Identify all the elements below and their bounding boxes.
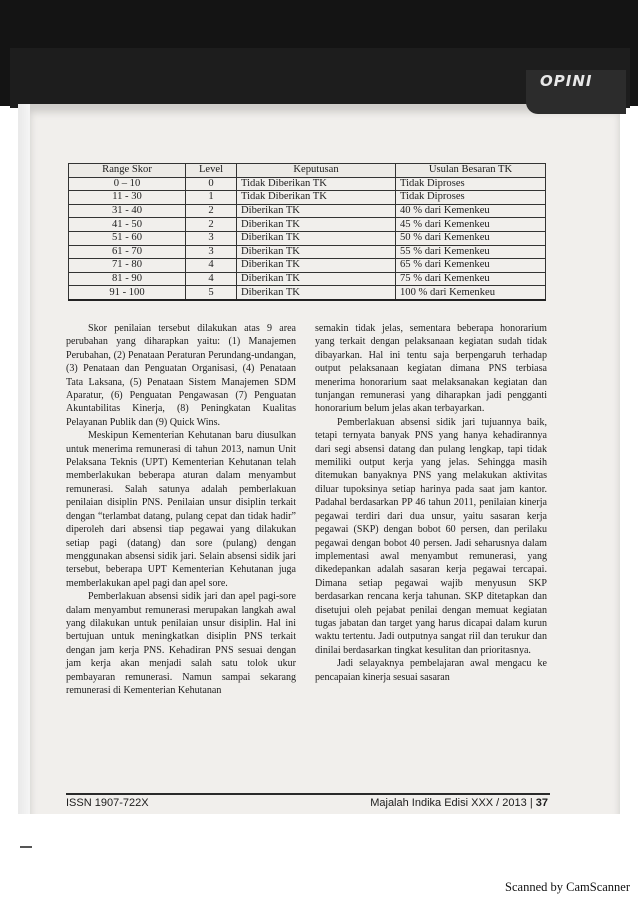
footer-magazine: Majalah Indika Edisi XXX / 2013 | 37	[370, 797, 548, 809]
cell-level: 1	[186, 191, 237, 205]
footer-rule	[66, 793, 550, 795]
paragraph: Meskipun Kementerian Kehutanan baru diusulkan untuk menerima remunerasi di tahun 2013, namun Unit Pelaksana Teknis (UPT) Kementerian Kehutanan telah memberlakukan beberapa aturan dalam menyambut remunerasi. Salah satunya adalah pemberlakuan penilaian disiplin PNS. Penilaian unsur disiplin terkait dengan “terlambat datang, pulang cepat dan tidak hadir” diperoleh dari absensi tiap pegawai yang dilakukan setiap pagi (datang) dan sore (pulang) dengan menggunakan absensi sidik jari. Selain absensi sidik jari tersebut, beberapa UPT Kementerian Kehutanan juga memberlakukan apel pagi dan apel sore.	[66, 430, 296, 589]
cell-range: 91 - 100	[69, 286, 186, 300]
paragraph: Skor penilaian tersebut dilakukan atas 9 area perubahan yang diharapkan yaitu: (1) Manajemen Perubahan, (2) Penataan Peraturan Perundang-undangan, (3) Penataan dan Penguatan Organisasi, (4) Penataan Tata Laksana, (5) Penataan Sistem Manajemen SDM Aparatur, (6) Penguatan Pengawasan (7) Penguatan Akuntabilitas Kinerja, (8) Peningkatan Kualitas Pelayanan Publik dan (9) Quick Wins.	[66, 323, 296, 428]
table-row	[69, 286, 546, 300]
cell-keputusan: Diberikan TK	[237, 218, 396, 232]
cell-usulan: Tidak Diproses	[396, 191, 546, 205]
paragraph: Jadi selayaknya pembelajaran awal mengacu ke pencapaian kinerja sesuai sasaran	[315, 658, 547, 683]
cell-level: 5	[186, 286, 237, 300]
cell-range: 71 - 80	[69, 259, 186, 273]
paragraph: Pemberlakuan absensi sidik jari tujuannya baik, tetapi ternyata banyak PNS yang hanya kehadirannya dari segi absensi datang dan pulang lengkap, tapi tidak memiliki output kerja yang jelas. Sehingga masih ditemukan banyaknya PNS yang melakukan aktivitas diluar tupoksinya setiap harinya pada saat jam kantor. Padahal berdasarkan PP 46 tahun 2011, penilaian kinerja pegawai terdiri dari dua unsur, yaitu sasaran kerja pegawai (SKP) dengan bobot 60 persen, dan perilaku pegawai dengan bobot 40 persen. Jadi seharusnya dalam implementasi awal menyambut remunerasi, yang dikedepankan adalah sasaran kerja pegawai tercapai. Dimana setiap pegawai wajib menyusun SKP berdasarkan rencana kerja tahunan. SKP ditetapkan dan disetujui oleh pejabat penilai dengan memuat kegiatan tugas jabatan dan target yang harus dicapai dalam kurun waktu tertentu. Jadi outputnya sangat riil dan terukur dan dinilai berdasarkan tingkat kesulitan dan prioritasnya.	[315, 416, 547, 656]
cell-usulan: Tidak Diproses	[396, 177, 546, 191]
cell-range: 0 – 10	[69, 177, 186, 191]
cell-keputusan: Diberikan TK	[237, 272, 396, 286]
footer-issn: ISSN 1907-722X	[66, 797, 149, 809]
header-range-skor: Range Skor	[69, 164, 186, 178]
cell-range: 11 - 30	[69, 191, 186, 205]
table-row	[69, 245, 546, 259]
cell-usulan: 45 % dari Kemenkeu	[396, 218, 546, 232]
cell-keputusan: Diberikan TK	[237, 286, 396, 300]
header-keputusan: Keputusan	[237, 164, 396, 178]
cell-level: 3	[186, 245, 237, 259]
score-table	[68, 163, 546, 301]
cell-range: 81 - 90	[69, 272, 186, 286]
cell-keputusan: Tidak Diberikan TK	[237, 177, 396, 191]
cell-usulan: 100 % dari Kemenkeu	[396, 286, 546, 300]
cell-keputusan: Diberikan TK	[237, 204, 396, 218]
cell-range: 51 - 60	[69, 231, 186, 245]
paragraph: semakin tidak jelas, sementara beberapa honorarium yang terkait dengan pelaksanaan kegiatan sudah tidak dibayarkan. Hal ini tentu saja berpengaruh terhadap output pelaksanaan kegiatan dimana PNS terbiasa menerima honorarium saat melaksanakan kegiatan dan tunjangan remunerasi yang diharapkan jadi pengganti honorarium belum jelas akan terbayarkan.	[315, 323, 547, 415]
cell-keputusan: Tidak Diberikan TK	[237, 191, 396, 205]
cell-level: 2	[186, 218, 237, 232]
footer-page-number: 37	[535, 797, 548, 809]
cell-keputusan: Diberikan TK	[237, 245, 396, 259]
cell-usulan: 55 % dari Kemenkeu	[396, 245, 546, 259]
cell-keputusan: Diberikan TK	[237, 259, 396, 273]
paragraph: Pemberlakuan absensi sidik jari dan apel pagi-sore dalam menyambut remunerasi merupakan langkah awal yang dilakukan untuk penilaian unsur disiplin. Hal ini bertujuan untuk meningkatkan disiplin PNS terkait dengan jam kerja PNS. Kehadiran PNS sesuai dengan jam kerja akan menjadi salah satu tolok ukur pembayaran remunerasi. Namun sampai sekarang remunerasi di Kementerian Kehutanan	[66, 591, 296, 696]
cell-usulan: 50 % dari Kemenkeu	[396, 231, 546, 245]
cell-usulan: 40 % dari Kemenkeu	[396, 204, 546, 218]
cell-level: 3	[186, 231, 237, 245]
table-row	[69, 272, 546, 286]
table-row	[69, 231, 546, 245]
table-row	[69, 259, 546, 273]
scanner-watermark: Scanned by CamScanner	[505, 880, 630, 894]
footer-magazine-title: Majalah Indika Edisi XXX / 2013	[370, 797, 527, 809]
table-row	[69, 218, 546, 232]
cell-range: 31 - 40	[69, 204, 186, 218]
table-header-row	[69, 164, 546, 178]
header-usulan: Usulan Besaran TK	[396, 164, 546, 178]
cell-usulan: 75 % dari Kemenkeu	[396, 272, 546, 286]
cell-level: 2	[186, 204, 237, 218]
header-level: Level	[186, 164, 237, 178]
scan-mark	[20, 846, 32, 848]
right-text-column	[315, 322, 547, 684]
left-text-column	[66, 322, 296, 697]
section-label: OPINI	[540, 72, 593, 90]
cell-level: 4	[186, 259, 237, 273]
cell-keputusan: Diberikan TK	[237, 231, 396, 245]
cell-range: 41 - 50	[69, 218, 186, 232]
cell-level: 4	[186, 272, 237, 286]
table-row	[69, 191, 546, 205]
cell-usulan: 65 % dari Kemenkeu	[396, 259, 546, 273]
table-row	[69, 204, 546, 218]
cell-range: 61 - 70	[69, 245, 186, 259]
cell-level: 0	[186, 177, 237, 191]
table-row	[69, 177, 546, 191]
